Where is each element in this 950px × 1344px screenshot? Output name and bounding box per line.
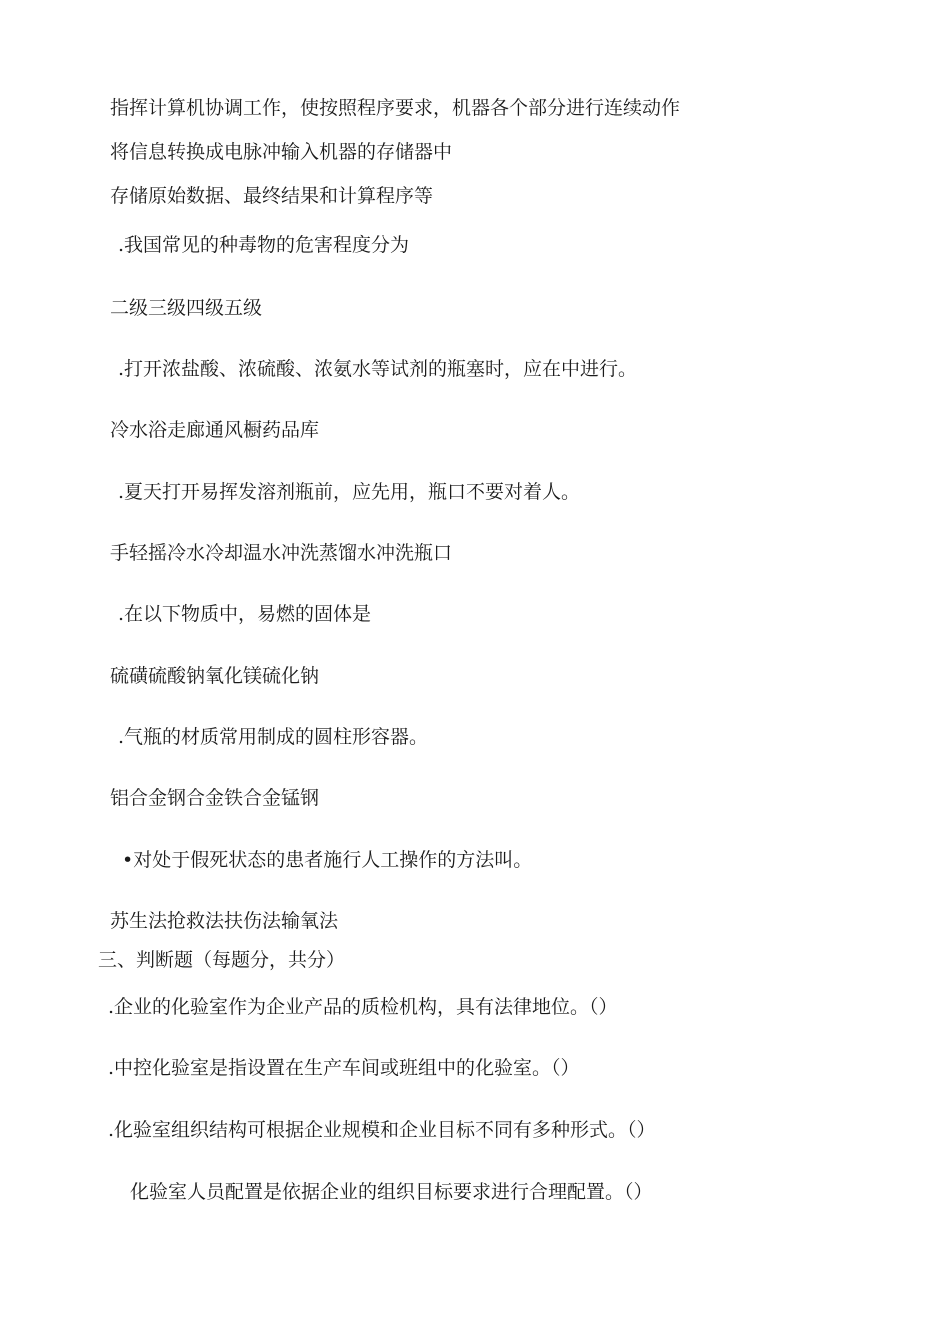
true-false-question: 化验室人员配置是依据企业的组织目标要求进行合理配置。（） [130, 1181, 653, 1203]
true-false-question: .中控化验室是指设置在生产车间或班组中的化验室。（） [108, 1057, 580, 1079]
question-text: .在以下物质中，易燃的固体是 [118, 603, 372, 625]
answer-options: 苏生法抢救法扶伤法输氧法 [110, 910, 339, 932]
question-text: .我国常见的种毒物的危害程度分为 [118, 234, 410, 256]
option-text-line: 存储原始数据、最终结果和计算程序等 [110, 185, 434, 207]
answer-options: 冷水浴走廊通风橱药品库 [110, 419, 320, 441]
answer-options: 铝合金钢合金铁合金锰钢 [110, 787, 320, 809]
question-text: .打开浓盐酸、浓硫酸、浓氨水等试剂的瓶塞时，应在中进行。 [118, 358, 638, 380]
section-heading: 三、判断题（每题分，共分） [98, 949, 346, 971]
option-text-line: 将信息转换成电脉冲输入机器的存储器中 [110, 141, 453, 163]
true-false-question: .企业的化验室作为企业产品的质检机构，具有法律地位。（） [108, 996, 618, 1018]
true-false-question: .化验室组织结构可根据企业规模和企业目标不同有多种形式。（） [108, 1119, 656, 1141]
answer-options: 手轻摇冷水冷却温水冲洗蒸馏水冲洗瓶口 [110, 542, 453, 564]
question-text: •对处于假死状态的患者施行人工操作的方法叫。 [122, 849, 533, 871]
answer-options: 二级三级四级五级 [110, 297, 263, 319]
answer-options: 硫磺硫酸钠氧化镁硫化钠 [110, 665, 320, 687]
question-text: .气瓶的材质常用制成的圆柱形容器。 [118, 726, 429, 748]
option-text-line: 指挥计算机协调工作，使按照程序要求，机器各个部分进行连续动作 [110, 97, 681, 119]
question-text: .夏天打开易挥发溶剂瓶前，应先用，瓶口不要对着人。 [118, 481, 581, 503]
